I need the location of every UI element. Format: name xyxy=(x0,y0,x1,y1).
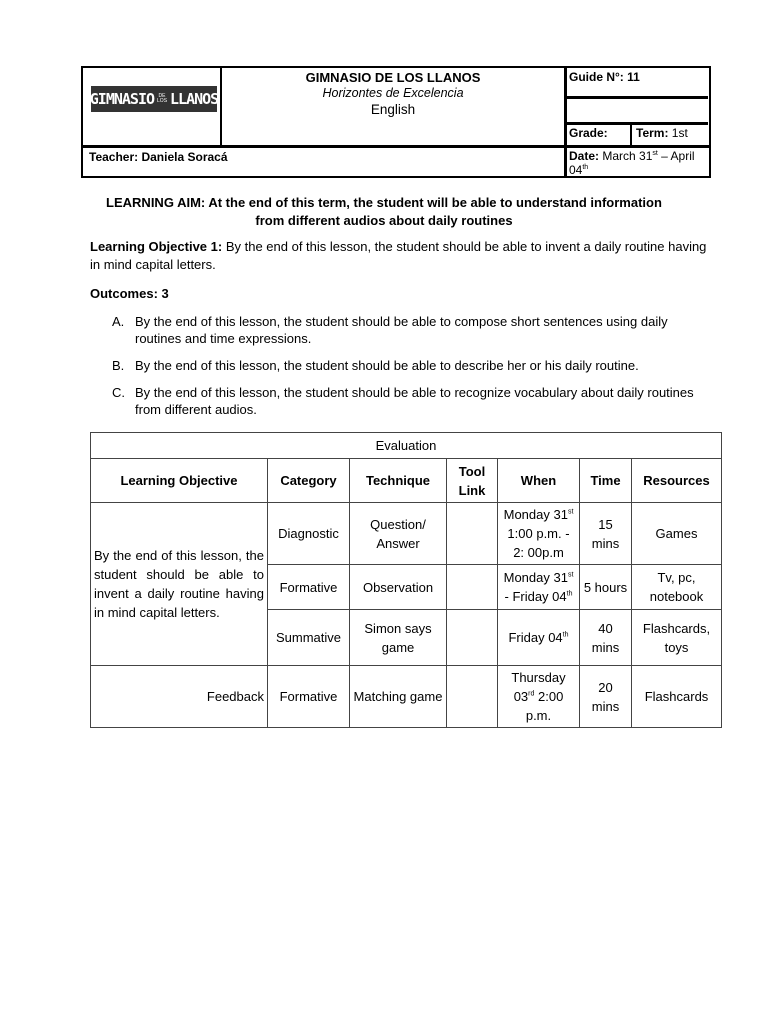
objective-cell: By the end of this lesson, the student should be able to invent a daily routine having in mind capital letters. xyxy=(91,503,268,666)
school-motto: Horizontes de Excelencia xyxy=(322,86,464,100)
term-field: Term: 1st xyxy=(636,126,688,140)
school-info xyxy=(223,70,563,118)
guide-number: Guide N°: 11 xyxy=(569,70,640,84)
table-row: Formative Observation Monday 31st - Friday 04th 5 hours Tv, pc, notebook xyxy=(91,565,722,610)
when-cell: Monday 31st - Friday 04th xyxy=(498,565,580,610)
column-header: Category xyxy=(268,459,350,503)
when-cell: Thursday 03rd 2:00 p.m. xyxy=(498,666,580,728)
evaluation-table xyxy=(90,432,722,728)
column-header: Resources xyxy=(632,459,722,503)
table-header-row xyxy=(91,459,722,503)
date-field: Date: March 31st – April 04th xyxy=(569,149,695,177)
table-row: By the end of this lesson, the student should be able to invent a daily routine having in mind capital letters. Diagnostic Question/ Answer Monday 31st 1:00 p.m. - 2: 00p.m 15 mins Games xyxy=(91,503,722,565)
table-row: Summative Simon says game Friday 04th 40 mins Flashcards, toys xyxy=(91,610,722,666)
when-cell: Monday 31st 1:00 p.m. - 2: 00p.m xyxy=(498,503,580,565)
subject-name: English xyxy=(370,102,416,117)
column-header: Tool Link xyxy=(447,459,498,503)
table-row: Feedback Formative Matching game Thursday 03rd 2:00 p.m. 20 mins Flashcards xyxy=(91,666,722,728)
grade-label: Grade: xyxy=(569,126,608,140)
school-logo: GIMNASIO DE LOS LLANOS xyxy=(91,86,217,112)
tool-link-cell xyxy=(447,565,498,610)
learning-objective: Learning Objective 1: By the end of this lesson, the student should be able to invent a daily routine having in mind capital letters. xyxy=(90,239,707,272)
tool-link-cell xyxy=(447,503,498,565)
outcomes-list xyxy=(90,313,710,428)
tool-link-cell xyxy=(447,666,498,728)
school-name: GIMNASIO DE LOS LLANOS xyxy=(305,70,481,85)
list-item: C. By the end of this lesson, the student should be able to recognize vocabulary about daily routines from different audios. xyxy=(112,385,694,417)
when-cell: Friday 04th xyxy=(498,610,580,666)
tool-link-cell xyxy=(447,610,498,666)
column-header: When xyxy=(498,459,580,503)
evaluation-title: Evaluation xyxy=(91,433,722,459)
learning-aim: LEARNING AIM: At the end of this term, the student will be able to understand information from different audios about daily routines xyxy=(106,195,662,228)
column-header: Time xyxy=(580,459,632,503)
feedback-cell: Feedback xyxy=(91,666,268,728)
list-item: B. By the end of this lesson, the student should be able to describe her or his daily routine. xyxy=(112,358,639,373)
column-header: Technique xyxy=(350,459,447,503)
header-table xyxy=(81,66,711,178)
outcomes-label: Outcomes: 3 xyxy=(90,286,169,301)
list-item: A. By the end of this lesson, the student should be able to compose short sentences using daily routines and time expressions. xyxy=(112,314,668,346)
teacher-name: Teacher: Daniela Soracá xyxy=(89,150,228,164)
column-header: Learning Objective xyxy=(91,459,268,503)
